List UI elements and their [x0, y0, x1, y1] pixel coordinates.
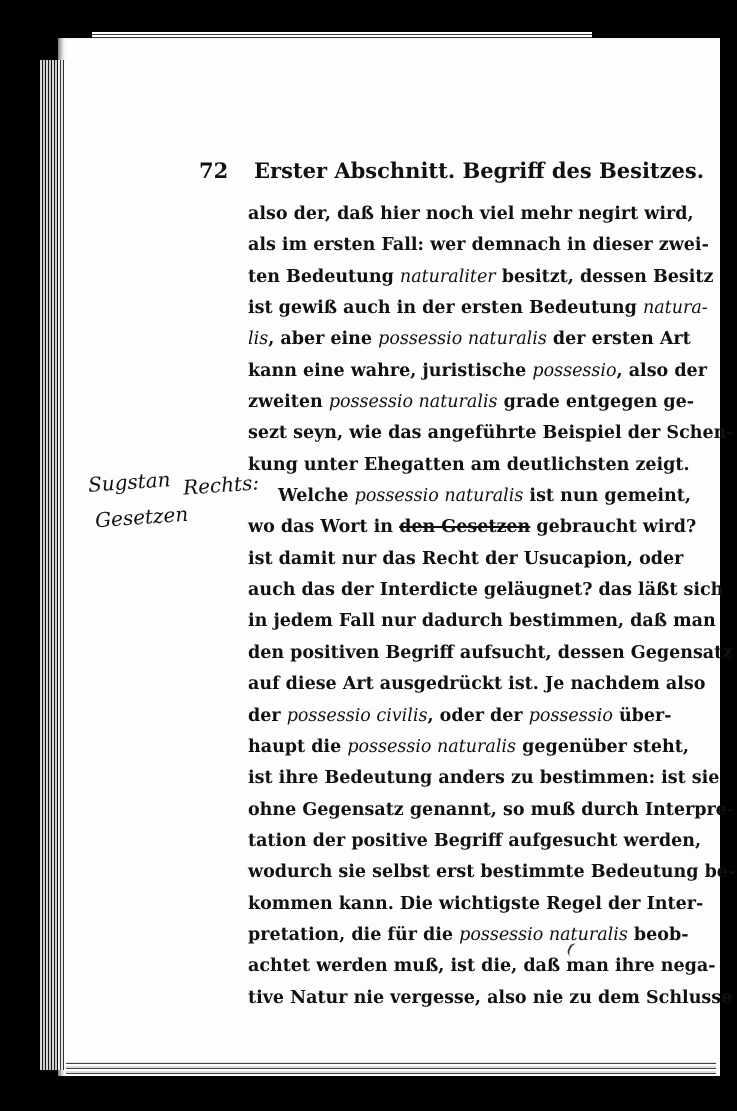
text-span: ist gewiß auch in der ersten Bedeutung — [248, 298, 643, 319]
running-title: Erster Abschnitt. Begriff des Besitzes. — [254, 158, 705, 183]
inline-handwritten-note: Rechts: — [182, 470, 260, 500]
text-line — [248, 512, 697, 543]
text-span: ist ihre Bedeutung anders zu bestimmen: ist sie — [248, 768, 720, 789]
text-span: achtet werden muß, ist die, daß man ihre nega- — [248, 956, 716, 977]
text-line — [248, 889, 704, 920]
text-span: kann eine wahre, juristische — [248, 360, 533, 381]
text-span: ist nun gemeint, — [523, 486, 691, 507]
latin-term: possessio naturalis — [354, 486, 524, 507]
text-line — [248, 575, 724, 606]
text-span: kommen kann. Die wichtigste Regel der Inter- — [248, 893, 704, 914]
text-line — [248, 481, 691, 512]
text-span: zweiten — [248, 392, 329, 413]
body-text — [248, 199, 736, 1014]
latin-term: possessio civilis — [286, 705, 428, 726]
text-line — [248, 701, 672, 732]
text-line — [248, 857, 736, 888]
text-span: in jedem Fall nur dadurch bestimmen, daß man — [248, 611, 716, 632]
text-span: über- — [612, 705, 672, 726]
text-line — [248, 638, 733, 669]
text-line — [248, 450, 690, 481]
latin-term: lis — [248, 329, 269, 350]
text-span: haupt die — [248, 736, 348, 757]
text-span: wodurch sie selbst erst bestimmte Bedeutung be- — [248, 862, 736, 883]
latin-term: possessio naturalis — [459, 924, 628, 945]
text-span: der — [248, 705, 287, 726]
text-line — [248, 983, 733, 1014]
text-line — [248, 544, 684, 575]
page-number: 72 — [199, 158, 229, 183]
latin-term: natura- — [642, 298, 708, 319]
text-line — [248, 826, 702, 857]
text-line — [248, 795, 735, 826]
text-span: , oder der — [427, 705, 529, 726]
latin-term: possessio naturalis — [328, 392, 498, 413]
text-span: der ersten Art — [546, 329, 691, 350]
text-span: pretation, die für die — [248, 924, 460, 945]
text-span: tive Natur nie vergesse, also nie zu dem Schlusse — [248, 987, 733, 1008]
struck-text: den Gesetzen — [399, 517, 531, 538]
text-span: beob- — [627, 924, 689, 945]
text-span: gegenüber steht, — [516, 736, 689, 757]
text-line — [248, 262, 714, 293]
text-span: den positiven Begriff aufsucht, dessen Gegensatz — [248, 642, 733, 663]
text-span: als im ersten Fall: wer demnach in dieser zwei- — [248, 235, 709, 256]
text-line — [248, 763, 720, 794]
text-line — [248, 230, 709, 261]
text-line — [248, 199, 694, 230]
text-span: sezt seyn, wie das angeführte Beispiel der Schen- — [248, 423, 734, 444]
latin-term: possessio naturalis — [347, 736, 517, 757]
text-span: ohne Gegensatz genannt, so muß durch Interpre- — [248, 799, 735, 820]
text-span: grade entgegen ge- — [497, 392, 695, 413]
text-span: ist damit nur das Recht der Usucapion, oder — [248, 548, 684, 569]
text-span: ten Bedeutung — [248, 266, 400, 287]
text-line — [248, 606, 716, 637]
text-span: besitzt, dessen Besitz — [495, 266, 714, 287]
page-header — [199, 158, 705, 183]
text-line — [248, 356, 707, 387]
text-span: wo das Wort in — [248, 517, 400, 538]
text-span: also der, daß hier noch viel mehr negirt wird, — [248, 204, 694, 224]
text-span: gebraucht wird? — [530, 517, 697, 538]
margin-note-1: Sugstan — [87, 467, 172, 497]
text-span: kung unter Ehegatten am deutlichsten zeigt. — [248, 454, 690, 475]
margin-note-2: Gesetzen — [94, 501, 189, 533]
text-line — [248, 418, 734, 449]
latin-term: possessio naturalis — [378, 329, 547, 350]
text-line — [248, 669, 706, 700]
text-span: auch das der Interdicte geläugnet? das läßt sich — [248, 580, 724, 601]
text-line — [248, 732, 689, 763]
latin-term: possessio — [528, 705, 613, 726]
scan-edge-bottom — [66, 1062, 716, 1076]
text-span: , aber eine — [268, 329, 379, 350]
text-line — [248, 324, 691, 355]
latin-term: naturaliter — [399, 266, 496, 287]
scan-edge-left — [40, 60, 66, 1070]
text-span: Welche — [278, 486, 355, 507]
text-line — [248, 293, 708, 324]
text-line — [248, 387, 695, 418]
text-span: auf diese Art ausgedrückt ist. Je nachdem also — [248, 674, 706, 695]
latin-term: possessio — [532, 360, 617, 381]
text-span: tation der positive Begriff aufgesucht werden, — [248, 830, 702, 851]
text-span: , also der — [616, 360, 707, 381]
